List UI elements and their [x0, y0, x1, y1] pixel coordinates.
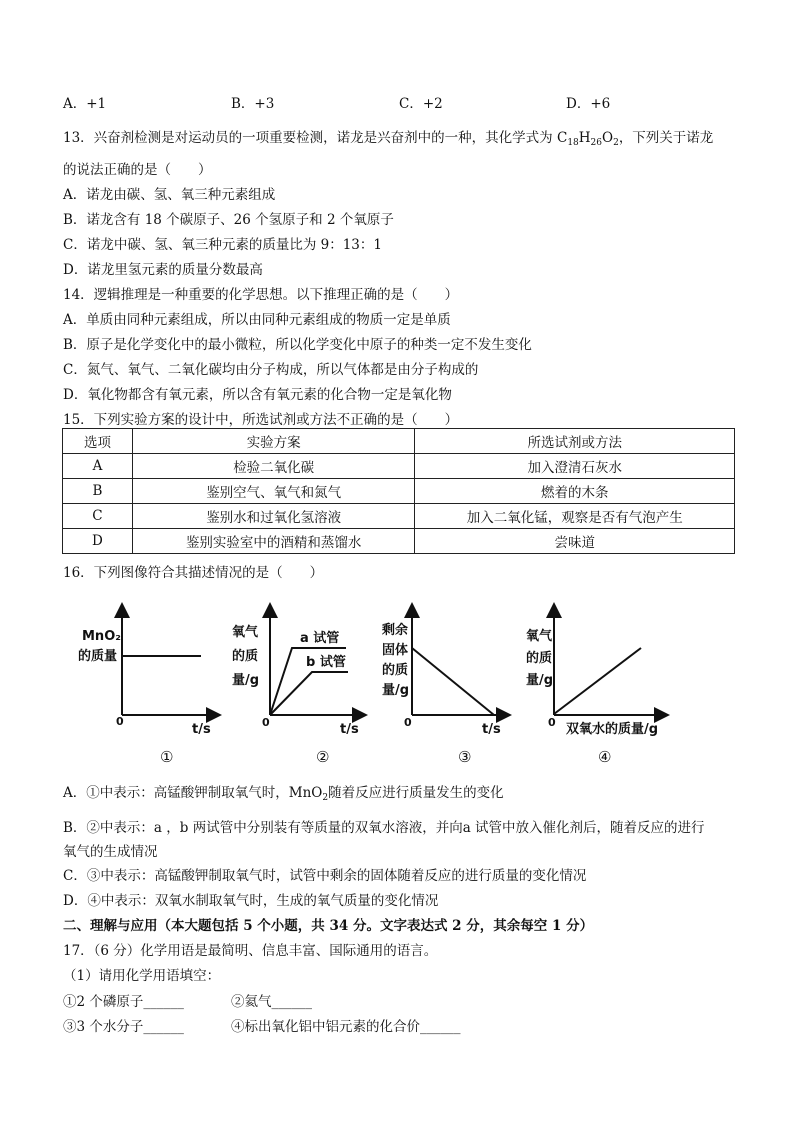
graph3-ylabel-1: 剩余: [382, 623, 409, 638]
table-row: [63, 454, 735, 479]
table-cell: 鉴别空气、氧气和氮气: [132, 479, 415, 504]
graph1-ylabel-top: MnO₂: [82, 629, 121, 644]
graph4-line: [554, 648, 641, 714]
graph3-ylabel-2: 固体: [382, 643, 409, 658]
graph3-number: ③: [458, 748, 472, 766]
q15-stem: 15．下列实验方案的设计中，所选试剂或方法不正确的是（ ）: [63, 412, 459, 428]
q12-option-a: A．+1: [63, 96, 107, 112]
q17-blank-3: ③3 个水分子______: [63, 1019, 184, 1035]
table-row: [63, 504, 735, 529]
graph4-ylabel-2: 的质: [526, 651, 553, 666]
q12-option-b: B．+3: [231, 96, 275, 112]
experiment-table: [62, 428, 735, 554]
graph2-xlabel: t/s: [340, 722, 359, 737]
q14-option-c: C．氮气、氧气、二氧化碳均由分子构成，所以气体都是由分子构成的: [63, 362, 479, 378]
q14-option-d: D．氧化物都含有氧元素，所以含有氧元素的化合物一定是氧化物: [63, 387, 452, 403]
q17-blank-2: ②氦气______: [231, 994, 312, 1010]
section2-title: 二、理解与应用（本大题包括 5 个小题，共 34 分。文字表达式 2 分，其余每空 1 分）: [63, 918, 594, 934]
q13-option-b: B．诺龙含有 18 个碳原子、26 个氢原子和 2 个氧原子: [63, 212, 394, 228]
q16-stem: 16．下列图像符合其描述情况的是（ ）: [63, 565, 324, 581]
table-cell: 加入二氧化锰，观察是否有气泡产生: [415, 504, 735, 529]
table-row: [63, 479, 735, 504]
table-row: [63, 529, 735, 554]
table-cell: B: [63, 479, 133, 504]
q13-option-a: A．诺龙由碳、氢、氧三种元素组成: [63, 187, 276, 203]
graph4-xlabel: 双氧水的质量/g: [566, 722, 659, 737]
q14-option-b: B．原子是化学变化中的最小微粒，所以化学变化中原子的种类一定不发生变化: [63, 337, 532, 353]
graph3-ylabel-3: 的质: [382, 663, 409, 678]
q17-sub1: （1）请用化学用语填空：: [63, 968, 221, 984]
graph1-origin: 0: [116, 715, 124, 728]
q14-option-a: A．单质由同种元素组成，所以由同种元素组成的物质一定是单质: [63, 312, 451, 328]
q14-stem: 14．逻辑推理是一种重要的化学思想。以下推理正确的是（ ）: [63, 287, 459, 303]
graph4-number: ④: [598, 748, 612, 766]
table-cell: D: [63, 529, 133, 554]
table-cell: 鉴别实验室中的酒精和蒸馏水: [132, 529, 415, 554]
q12-option-d: D．+6: [566, 96, 611, 112]
q16-graphs: [64, 590, 678, 772]
graph2-number: ②: [316, 748, 330, 766]
q13-stem: 13．兴奋剂检测是对运动员的一项重要检测，诺龙是兴奋剂中的一种，其化学式为 $C_{18}H_{26}O_2$，下列关于诺龙: [63, 130, 714, 148]
graphs-svg: [64, 590, 678, 772]
q16-option-c: C．③中表示：高锰酸钾制取氧气时，试管中剩余的固体随着反应的进行质量的变化情况: [63, 868, 587, 884]
graph4-origin: 0: [548, 716, 556, 729]
graph3-ylabel-4: 量/g: [382, 683, 410, 698]
q13-option-c: C．诺龙中碳、氢、氧三种元素的质量比为 9：13：1: [63, 237, 382, 253]
graph4-ylabel-1: 氧气: [526, 629, 553, 644]
graph3-origin: 0: [404, 716, 412, 729]
table-cell: C: [63, 504, 133, 529]
q16-option-d: D．④中表示：双氧水制取氧气时，生成的氧气质量的变化情况: [63, 893, 439, 909]
graph1-xlabel: t/s: [192, 722, 211, 737]
q16-option-b-line1: B．②中表示：a ，b 两试管中分别装有等质量的双氧水溶液，并向a 试管中放入催化剂后，随着反应的进行: [63, 820, 705, 836]
graph2-ylabel-3: 量/g: [232, 673, 260, 688]
graph2-ylabel-1: 氧气: [232, 625, 259, 640]
graph3-xlabel: t/s: [482, 722, 501, 737]
graph3-line: [412, 648, 494, 715]
table-header-row: [63, 429, 735, 454]
graph4-ylabel-3: 量/g: [526, 673, 554, 688]
table-cell: 燃着的木条: [415, 479, 735, 504]
table-cell: 加入澄清石灰水: [415, 454, 735, 479]
q16-option-a: A．①中表示：高锰酸钾制取氧气时，MnO$_2$随着反应进行质量发生的变化: [63, 785, 504, 803]
q16-option-b-line2: 氧气的生成情况: [63, 844, 158, 860]
table-header-cell: 选项: [63, 429, 133, 454]
graph2-label-b: b 试管: [306, 655, 346, 670]
q12-option-c: C．+2: [399, 96, 443, 112]
q17-blank-4: ④标出氧化铝中铝元素的化合价______: [231, 1019, 461, 1035]
q17-stem: 17．（6 分）化学用语是最简明、信息丰富、国际通用的语言。: [63, 943, 438, 959]
graph2-ylabel-2: 的质: [232, 649, 259, 664]
table-cell: 尝味道: [415, 529, 735, 554]
graph1-number: ①: [160, 748, 174, 766]
table-cell: A: [63, 454, 133, 479]
table-header-cell: 所选试剂或方法: [415, 429, 735, 454]
graph2-label-a: a 试管: [300, 631, 340, 646]
table-cell: 检验二氧化碳: [132, 454, 415, 479]
q17-blank-1: ①2 个磷原子______: [63, 994, 184, 1010]
q13-option-d: D．诺龙里氢元素的质量分数最高: [63, 262, 263, 278]
table-cell: 鉴别水和过氧化氢溶液: [132, 504, 415, 529]
q13-stem-line2: 的说法正确的是（ ）: [63, 162, 212, 178]
table-header-cell: 实验方案: [132, 429, 415, 454]
graph1-ylabel-bottom: 的质量: [78, 649, 118, 664]
graph2-origin: 0: [262, 716, 270, 729]
